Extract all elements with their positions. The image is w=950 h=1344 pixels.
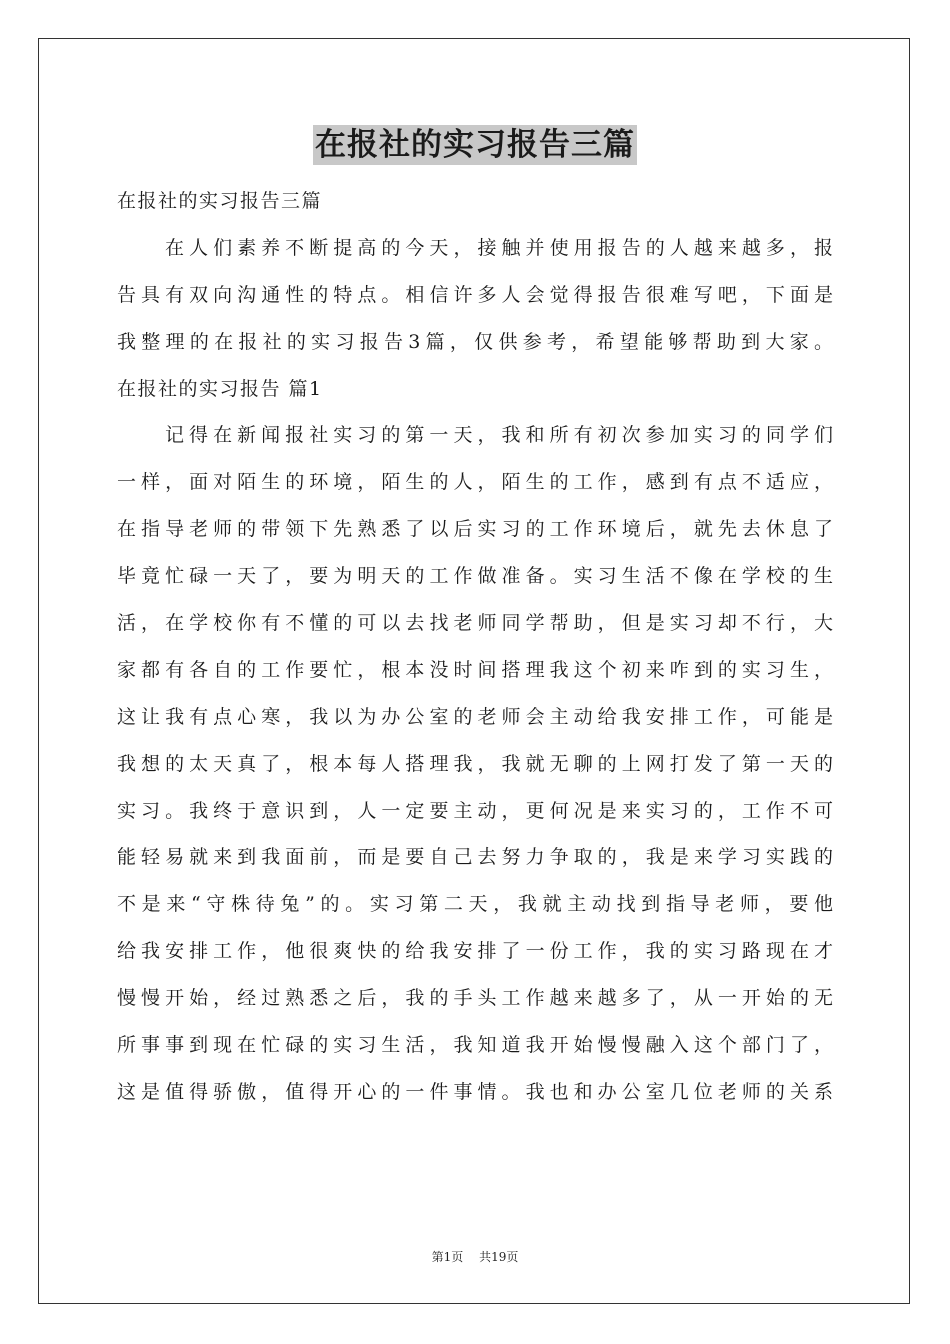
paragraph-line: 不是来“守株待兔”的。实习第二天，我就主动找到指导老师，要他 [117,893,833,916]
paragraph-line: 我想的太天真了，根本每人搭理我，我就无聊的上网打发了第一天的 [117,752,833,775]
section-heading: 在报社的实习报告 篇1 [117,377,323,400]
paragraph-line: 家都有各自的工作要忙，根本没时间搭理我这个初来咋到的实习生， [117,658,833,681]
page-footer [0,1248,950,1265]
paragraph-line: 在人们素养不断提高的今天，接触并使用报告的人越来越多，报 [165,236,833,259]
paragraph-line: 一样，面对陌生的环境，陌生的人，陌生的工作，感到有点不适应， [117,471,833,494]
paragraph-line: 我整理的在报社的实习报告3篇，仅供参考，希望能够帮助到大家。 [117,330,833,353]
paragraph-line: 给我安排工作，他很爽快的给我安排了一份工作，我的实习路现在才 [117,940,833,963]
paragraph-line: 这让我有点心寒，我以为办公室的老师会主动给我安排工作，可能是 [117,705,833,728]
paragraph-line: 告具有双向沟通性的特点。相信许多人会觉得报告很难写吧，下面是 [117,283,833,306]
title-container [0,125,950,165]
page-number-total: 共19页 [479,1250,519,1264]
paragraph-line: 毕竟忙碌一天了，要为明天的工作做准备。实习生活不像在学校的生 [117,565,833,588]
document-title: 在报社的实习报告三篇 [315,127,635,163]
paragraph-line: 能轻易就来到我面前，而是要自己去努力争取的，我是来学习实践的 [117,846,833,869]
subtitle-line: 在报社的实习报告三篇 [117,190,323,212]
paragraph-line: 在指导老师的带领下先熟悉了以后实习的工作环境后，就先去休息了 [117,518,833,541]
document-body [117,178,833,1116]
page-number-current: 第1页 [431,1250,464,1264]
paragraph-line: 活，在学校你有不懂的可以去找老师同学帮助，但是实习却不行，大 [117,612,833,635]
paragraph-line: 所事事到现在忙碌的实习生活，我知道我开始慢慢融入这个部门了， [117,1034,833,1057]
paragraph-line: 这是值得骄傲，值得开心的一件事情。我也和办公室几位老师的关系 [117,1080,833,1103]
paragraph-line: 记得在新闻报社实习的第一天，我和所有初次参加实习的同学们 [165,424,833,447]
paragraph-line: 实习。我终于意识到，人一定要主动，更何况是来实习的，工作不可 [117,799,833,822]
paragraph-line: 慢慢开始，经过熟悉之后，我的手头工作越来越多了，从一开始的无 [117,987,833,1010]
